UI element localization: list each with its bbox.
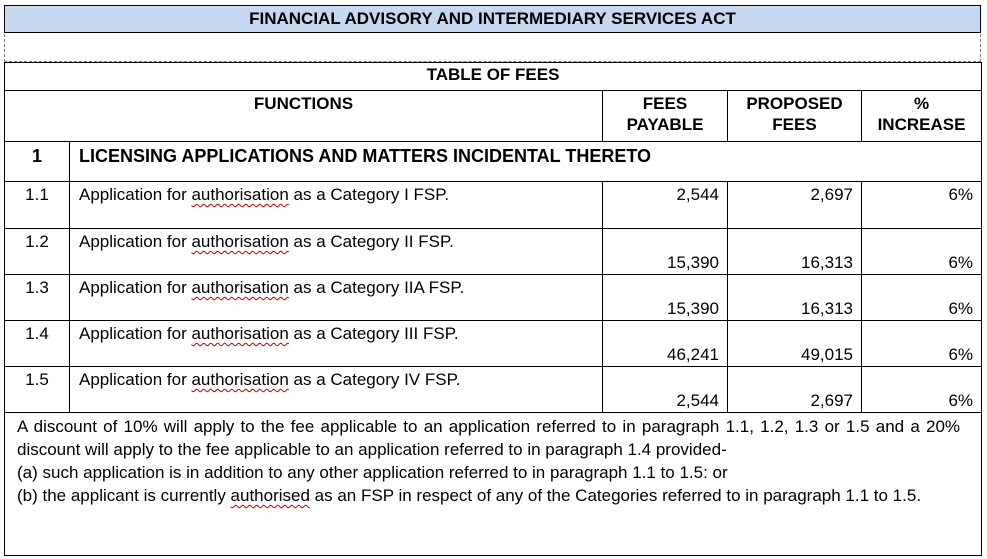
row-desc-pre: Application for (79, 278, 192, 297)
spellcheck-word: authorisation (191, 278, 289, 297)
row-proposed-fee: 2,697 (728, 182, 862, 229)
header-increase-line1: % (913, 94, 930, 113)
row-increase: 6% (862, 367, 982, 413)
header-proposed-line2: FEES (772, 115, 817, 134)
table-row (5, 367, 982, 413)
row-desc-post: as a Category IIA FSP. (288, 278, 465, 297)
row-number: 1.2 (5, 229, 70, 275)
fees-table (4, 62, 982, 556)
row-proposed-fee: 16,313 (728, 275, 862, 321)
row-increase: 6% (862, 321, 982, 367)
row-description (70, 275, 603, 321)
row-desc-pre: Application for (79, 232, 192, 251)
note-item-b-pre: (b) the applicant is currently (17, 486, 231, 505)
row-fee-payable: 2,544 (603, 182, 728, 229)
row-desc-pre: Application for (79, 185, 192, 204)
header-increase-line2: INCREASE (877, 115, 966, 134)
row-number: 1.3 (5, 275, 70, 321)
row-increase: 6% (862, 182, 982, 229)
discount-note (5, 413, 982, 556)
note-row (5, 413, 982, 556)
row-number: 1.4 (5, 321, 70, 367)
note-item-a: (a) such application is in addition to any other application referred to in paragraph 1.1 to 1.5: or (17, 463, 728, 482)
row-desc-post: as a Category II FSP. (288, 232, 454, 251)
section-row (5, 142, 982, 182)
header-proposed-fees (728, 91, 862, 142)
spellcheck-word: authorisation (191, 232, 289, 251)
row-fee-payable: 46,241 (603, 321, 728, 367)
note-item-b (17, 484, 960, 507)
spacer-row (4, 34, 981, 62)
row-description (70, 182, 603, 229)
row-desc-pre: Application for (79, 370, 192, 389)
row-description (70, 321, 603, 367)
row-number: 1.5 (5, 367, 70, 413)
row-increase: 6% (862, 275, 982, 321)
row-desc-post: as a Category IV FSP. (288, 370, 461, 389)
section-title: LICENSING APPLICATIONS AND MATTERS INCIDENTAL THERETO (70, 142, 982, 182)
header-fees-payable-line2: PAYABLE (626, 115, 704, 134)
row-description (70, 229, 603, 275)
spellcheck-word: authorisation (191, 185, 289, 204)
row-fee-payable: 2,544 (603, 367, 728, 413)
header-functions: FUNCTIONS (5, 91, 603, 142)
table-row (5, 229, 982, 275)
spellcheck-word: authorisation (191, 324, 289, 343)
row-description (70, 367, 603, 413)
section-number: 1 (5, 142, 70, 182)
header-proposed-line1: PROPOSED (746, 94, 843, 113)
table-row (5, 275, 982, 321)
spellcheck-word: authorised (230, 486, 310, 505)
table-title: TABLE OF FEES (5, 63, 982, 91)
table-row (5, 182, 982, 229)
header-percent-increase (862, 91, 982, 142)
note-paragraph: A discount of 10% will apply to the fee applicable to an application referred to in paragraph 1.1, 1.2, 1.3 or 1.5 and a 20% discount will apply to the fee applicable to an application referred to in paragraph 1.4 provided- (17, 417, 961, 459)
row-desc-post: as a Category I FSP. (288, 185, 450, 204)
header-fees-payable-line1: FEES (642, 94, 688, 113)
table-row (5, 321, 982, 367)
row-fee-payable: 15,390 (603, 229, 728, 275)
row-fee-payable: 15,390 (603, 275, 728, 321)
row-number: 1.1 (5, 182, 70, 229)
row-proposed-fee: 16,313 (728, 229, 862, 275)
spellcheck-word: authorisation (191, 370, 289, 389)
note-item-b-post: as an FSP in respect of any of the Categories referred to in paragraph 1.1 to 1.5. (309, 486, 922, 505)
header-fees-payable (603, 91, 728, 142)
row-increase: 6% (862, 229, 982, 275)
row-proposed-fee: 2,697 (728, 367, 862, 413)
row-desc-pre: Application for (79, 324, 192, 343)
header-row (5, 91, 982, 142)
act-title: FINANCIAL ADVISORY AND INTERMEDIARY SERVICES ACT (4, 5, 981, 33)
row-desc-post: as a Category III FSP. (288, 324, 459, 343)
row-proposed-fee: 49,015 (728, 321, 862, 367)
